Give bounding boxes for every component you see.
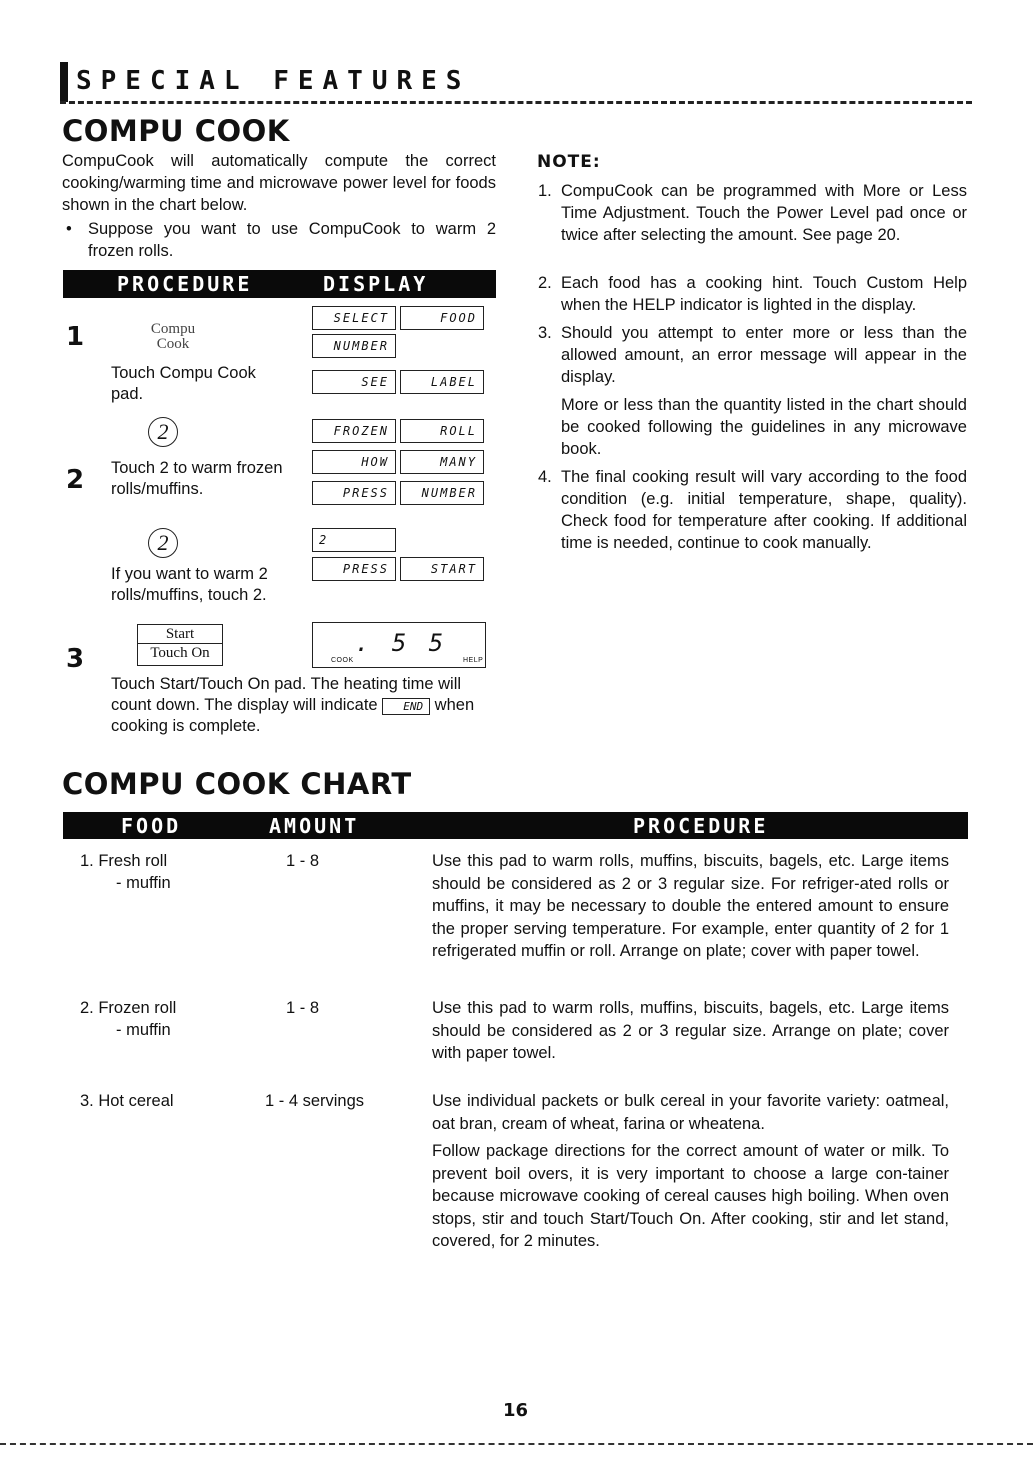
display-press: PRESS bbox=[312, 481, 396, 505]
number-2-pad[interactable]: 2 bbox=[148, 417, 178, 447]
display-see: SEE bbox=[312, 370, 396, 394]
compu-cook-pad-line2: Cook bbox=[156, 336, 190, 352]
chart-title: COMPU COOK CHART bbox=[62, 767, 412, 801]
section-title: COMPU COOK bbox=[62, 114, 290, 148]
step-3-text-b: when cooking is complete. bbox=[111, 696, 475, 735]
display-roll: ROLL bbox=[400, 419, 484, 443]
display-select: SELECT bbox=[312, 306, 396, 330]
row-3-procedure: Use individual packets or bulk cereal in your favorite variety: oatmeal, oat bran, cream of wheat, farina or wheatena. bbox=[432, 1092, 949, 1133]
step-1-number: 1 bbox=[66, 322, 85, 352]
row-2-procedure: Use this pad to warm rolls, muffins, biscuits, bagels, etc. Large items should be considered as 2 or 3 regular size. Arrange on plate; cover with paper towel. bbox=[432, 999, 949, 1062]
note-title: NOTE: bbox=[537, 152, 601, 172]
timer-display bbox=[312, 622, 486, 668]
row-2-amount: 1 - 8 bbox=[286, 999, 320, 1017]
step-2b-text: If you want to warm 2 rolls/muffins, touch 2. bbox=[111, 565, 268, 604]
note-item-4: The final cooking result will vary according to the food condition (e.g. initial temperature, shape, quality). Check food for temperature after cooking. If additional time is needed, continue to cook manually. bbox=[561, 468, 967, 552]
display-number-2: NUMBER bbox=[400, 481, 484, 505]
bullet-text: Suppose you want to use CompuCook to warm 2 frozen rolls. bbox=[88, 220, 496, 260]
bullet-dot: • bbox=[66, 220, 72, 238]
row-2-food: 2. Frozen roll bbox=[80, 999, 177, 1017]
display-header: DISPLAY bbox=[323, 272, 429, 296]
col-amount-header: AMOUNT bbox=[269, 814, 360, 838]
display-number: NUMBER bbox=[312, 334, 396, 358]
procedure-header: PROCEDURE bbox=[117, 272, 253, 296]
display-food: FOOD bbox=[400, 306, 484, 330]
note-item-3-extra: More or less than the quantity listed in the chart should be cooked following the guidelines in any microwave book. bbox=[561, 396, 967, 458]
intro-text: CompuCook will automatically compute the correct cooking/warming time and microwave power level for foods shown in the chart below. bbox=[62, 152, 496, 214]
timer-value: . 5 5 bbox=[355, 629, 448, 657]
step-3-text-a: Touch Start/Touch On pad. The heating time will count down. The display will indicate bbox=[111, 675, 462, 714]
page-number: 16 bbox=[503, 1400, 529, 1421]
footer-rule bbox=[0, 1443, 1033, 1445]
help-indicator: HELP bbox=[463, 657, 484, 664]
note-num-2: 2. bbox=[538, 274, 552, 292]
display-start: START bbox=[400, 557, 484, 581]
step-3-number: 3 bbox=[66, 644, 85, 674]
display-how: HOW bbox=[312, 450, 396, 474]
procedure-display-bar bbox=[63, 270, 496, 298]
note-item-3: Should you attempt to enter more or less than the allowed amount, an error message will appear in the display. bbox=[561, 324, 967, 386]
number-2-pad-again[interactable]: 2 bbox=[148, 528, 178, 558]
row-3-food: 3. Hot cereal bbox=[80, 1092, 174, 1110]
step-3-text bbox=[111, 674, 491, 737]
header-bar bbox=[60, 62, 68, 102]
display-frozen: FROZEN bbox=[312, 419, 396, 443]
step-2-number: 2 bbox=[66, 465, 85, 495]
row-1-food: 1. Fresh roll bbox=[80, 852, 168, 870]
display-press-2: PRESS bbox=[312, 557, 396, 581]
note-item-2: Each food has a cooking hint. Touch Custom Help when the HELP indicator is lighted in the display. bbox=[561, 274, 967, 314]
section-header-title: SPECIAL FEATURES bbox=[76, 66, 471, 96]
col-food-header: FOOD bbox=[121, 814, 182, 838]
compu-cook-pad[interactable] bbox=[138, 322, 208, 352]
compu-cook-pad-line1: Compu bbox=[150, 321, 196, 337]
display-many: MANY bbox=[400, 450, 484, 474]
note-num-1: 1. bbox=[538, 182, 552, 200]
note-num-4: 4. bbox=[538, 468, 552, 486]
row-1-food-sub: - muffin bbox=[116, 874, 171, 892]
start-touch-on-pad[interactable] bbox=[137, 624, 223, 666]
row-3-amount: 1 - 4 servings bbox=[265, 1092, 365, 1110]
note-num-3: 3. bbox=[538, 324, 552, 342]
col-procedure-header: PROCEDURE bbox=[633, 814, 769, 838]
start-label: Start bbox=[138, 625, 222, 644]
header-rule bbox=[60, 101, 972, 104]
step-1-text: Touch Compu Cook pad. bbox=[111, 364, 256, 403]
row-3-procedure-2: Follow package directions for the correct amount of water or milk. To prevent boil overs, it is very important to choose a large con-tainer because microwave cooking of cereal causes high boiling. When oven stops, stir and touch Start/Touch On. After cooking, stir and let stand, covered, for 2 minutes. bbox=[432, 1142, 949, 1250]
step-2-text: Touch 2 to warm frozen rolls/muffins. bbox=[111, 459, 283, 498]
row-1-procedure: Use this pad to warm rolls, muffins, biscuits, bagels, etc. Large items should be considered as 2 or 3 regular size. For refriger-ated rolls or muffins, it may be necessary to double the entered amount to ensure the proper serving temperature. For example, enter quantity of 2 for 1 refrigerated muffin or roll. Arrange on plate; cover with paper towel. bbox=[432, 852, 949, 960]
display-digit-2: 2 bbox=[312, 528, 396, 552]
display-label: LABEL bbox=[400, 370, 484, 394]
row-1-amount: 1 - 8 bbox=[286, 852, 320, 870]
cook-indicator: COOK bbox=[331, 657, 354, 664]
chart-header-bar bbox=[63, 812, 968, 839]
note-item-1: CompuCook can be programmed with More or Less Time Adjustment. Touch the Power Level pad once or twice after selecting the amount. See page 20. bbox=[561, 182, 967, 244]
end-display: END bbox=[382, 698, 430, 715]
row-2-food-sub: - muffin bbox=[116, 1021, 171, 1039]
touch-on-label: Touch On bbox=[150, 645, 210, 661]
